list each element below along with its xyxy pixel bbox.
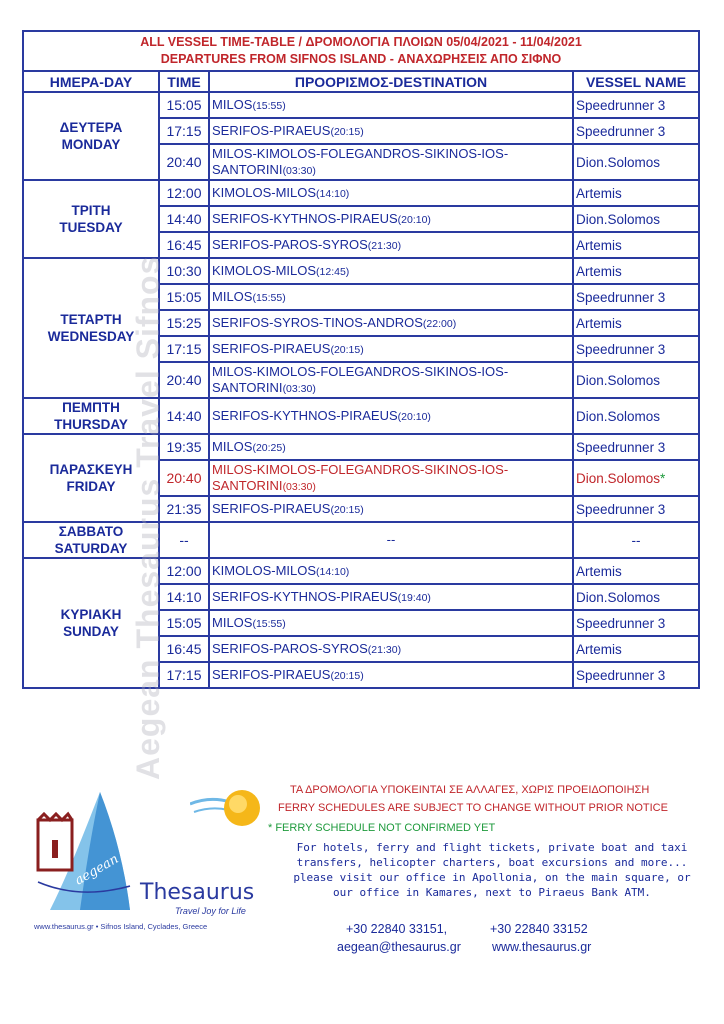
destination-route: MILOS	[212, 96, 253, 112]
departure-time: 14:10	[159, 584, 209, 610]
vessel-name: Dion.Solomos	[576, 470, 661, 486]
column-header-day: ΗΜΕΡΑ-DAY	[23, 71, 159, 92]
schedule-row	[23, 258, 699, 284]
arrival-time: (22:00)	[422, 317, 457, 330]
vessel-cell	[573, 636, 699, 662]
vessel-cell	[573, 460, 699, 496]
departure-time: 17:15	[159, 336, 209, 362]
schedule-row	[23, 434, 699, 460]
destination-route: MILOS-KIMOLOS-FOLEGANDROS-SIKINOS-IOS-SANTORINI	[212, 145, 509, 177]
departure-time: 15:05	[159, 610, 209, 636]
column-header-row	[23, 71, 699, 92]
schedule-row	[23, 180, 699, 206]
brand-tagline: Travel Joy for Life	[175, 906, 246, 916]
destination-route: KIMOLOS-MILOS	[212, 262, 317, 278]
arrival-time: (20:15)	[330, 343, 364, 356]
destination-cell	[209, 610, 573, 636]
departure-time: 21:35	[159, 496, 209, 522]
vessel-cell	[573, 336, 699, 362]
schedule-row	[23, 558, 699, 584]
destination-route: SERIFOS-PIRAEUS	[212, 340, 331, 356]
vessel-cell	[573, 310, 699, 336]
destination-cell	[209, 362, 573, 398]
phone-2[interactable]: +30 22840 33152	[490, 922, 588, 936]
unconfirmed-mark: *	[660, 470, 666, 486]
vessel-cell	[573, 522, 699, 558]
title-line-1: ALL VESSEL TIME-TABLE / ΔΡΟΜΟΛΟΓΙΑ ΠΛΟΙΩΝ 05/04/2021 - 11/04/2021	[140, 35, 582, 49]
vessel-cell	[573, 362, 699, 398]
destination-route: SERIFOS-PIRAEUS	[212, 666, 331, 682]
destination-cell	[209, 636, 573, 662]
vessel-cell	[573, 558, 699, 584]
destination-route: KIMOLOS-MILOS	[212, 562, 317, 578]
day-name-greek: ΠΑΡΑΣΚΕΥΗ	[49, 462, 133, 477]
vessel-cell	[573, 610, 699, 636]
departure-time: 20:40	[159, 460, 209, 496]
day-name-greek: ΚΥΡΙΑΚΗ	[60, 607, 122, 622]
destination-cell	[209, 496, 573, 522]
day-cell	[23, 522, 159, 558]
destination-cell	[209, 180, 573, 206]
day-name-greek: ΔΕΥΤΕΡΑ	[59, 120, 123, 135]
notice-unconfirmed: * FERRY SCHEDULE NOT CONFIRMED YET	[268, 822, 496, 834]
destination-route: --	[386, 531, 396, 547]
destination-route: SERIFOS-PIRAEUS	[212, 122, 331, 138]
day-name-english: MONDAY	[61, 137, 121, 152]
departure-time: 15:25	[159, 310, 209, 336]
arrival-time: (03:30)	[282, 382, 316, 395]
destination-cell	[209, 144, 573, 180]
vessel-name: Speedrunner 3	[576, 439, 666, 455]
destination-route: MILOS	[212, 614, 253, 630]
departure-time: 17:15	[159, 662, 209, 688]
phone-1[interactable]: +30 22840 33151,	[346, 922, 448, 936]
vessel-name: Speedrunner 3	[576, 97, 666, 113]
vessel-name: --	[631, 532, 641, 548]
destination-route: MILOS-KIMOLOS-FOLEGANDROS-SIKINOS-IOS-SANTORINI	[212, 363, 509, 395]
destination-cell	[209, 434, 573, 460]
destination-route: SERIFOS-PAROS-SYROS	[212, 236, 368, 252]
arrival-time: (14:10)	[316, 187, 350, 200]
destination-cell	[209, 336, 573, 362]
destination-cell	[209, 558, 573, 584]
day-cell	[23, 258, 159, 398]
arrival-time: (12:45)	[316, 265, 350, 278]
departure-time: 15:05	[159, 284, 209, 310]
destination-route: SERIFOS-KYTHNOS-PIRAEUS	[212, 407, 398, 423]
vessel-name: Speedrunner 3	[576, 123, 666, 139]
arrival-time: (21:30)	[367, 643, 402, 656]
vessel-cell	[573, 258, 699, 284]
departure-time: --	[159, 522, 209, 558]
destination-cell	[209, 258, 573, 284]
day-name-greek: ΤΡΙΤΗ	[71, 203, 111, 218]
arrival-time: (03:30)	[282, 164, 316, 177]
destination-cell	[209, 206, 573, 232]
arrival-time: (14:10)	[316, 565, 350, 578]
vessel-name: Dion.Solomos	[576, 372, 661, 388]
email-link[interactable]: aegean@thesaurus.gr	[337, 940, 461, 954]
destination-cell	[209, 398, 573, 434]
sun-icon	[190, 784, 270, 834]
departure-time: 19:35	[159, 434, 209, 460]
vessel-name: Speedrunner 3	[576, 341, 666, 357]
vessel-name: Dion.Solomos	[576, 154, 661, 170]
destination-cell	[209, 118, 573, 144]
vessel-cell	[573, 232, 699, 258]
departure-time: 16:45	[159, 636, 209, 662]
timetable	[22, 30, 700, 689]
departure-time: 12:00	[159, 558, 209, 584]
departure-time: 14:40	[159, 206, 209, 232]
day-cell	[23, 92, 159, 180]
column-header-time: TIME	[159, 71, 209, 92]
destination-route: MILOS	[212, 438, 253, 454]
day-name-greek: ΠΕΜΠΤΗ	[62, 400, 120, 415]
vessel-name: Speedrunner 3	[576, 289, 666, 305]
destination-route: SERIFOS-KYTHNOS-PIRAEUS	[212, 588, 398, 604]
vessel-cell	[573, 398, 699, 434]
departure-time: 12:00	[159, 180, 209, 206]
destination-cell	[209, 284, 573, 310]
vessel-name: Speedrunner 3	[576, 667, 666, 683]
timetable-title	[23, 31, 699, 71]
destination-cell	[209, 232, 573, 258]
vessel-name: Artemis	[576, 641, 622, 657]
arrival-time: (15:55)	[252, 99, 286, 112]
day-name-english: WEDNESDAY	[47, 329, 135, 344]
schedule-row	[23, 522, 699, 558]
vessel-cell	[573, 206, 699, 232]
destination-route: MILOS	[212, 288, 253, 304]
info-text: For hotels, ferry and flight tickets, private boat and taxi transfers, helicopter charters, boat excursions and more... please visit our office in Apollonia, on the main square, or our office in Kamares, next to Piraeus Bank ATM.	[293, 841, 691, 899]
day-name-english: TUESDAY	[59, 220, 123, 235]
title-line-2: DEPARTURES FROM SIFNOS ISLAND - ΑΝΑΧΩΡΗΣΕΙΣ ΑΠΟ ΣΙΦΝΟ	[160, 52, 562, 66]
departure-time: 10:30	[159, 258, 209, 284]
arrival-time: (20:25)	[252, 441, 286, 454]
day-cell	[23, 398, 159, 434]
destination-route: KIMOLOS-MILOS	[212, 184, 317, 200]
arrival-time: (20:15)	[330, 503, 364, 516]
arrival-time: (20:15)	[330, 125, 364, 138]
departure-time: 14:40	[159, 398, 209, 434]
departure-time: 20:40	[159, 362, 209, 398]
schedule-row	[23, 398, 699, 434]
vessel-cell	[573, 284, 699, 310]
column-header-vessel: VESSEL NAME	[573, 71, 699, 92]
logo-site-text: www.thesaurus.gr • Sifnos Island, Cyclades, Greece	[34, 922, 208, 931]
vessel-name: Dion.Solomos	[576, 408, 661, 424]
day-name-greek: ΤΕΤΑΡΤΗ	[60, 312, 122, 327]
arrival-time: (20:15)	[330, 669, 364, 682]
destination-route: MILOS-KIMOLOS-FOLEGANDROS-SIKINOS-IOS-SANTORINI	[212, 461, 509, 493]
day-name-english: THURSDAY	[54, 417, 128, 432]
vessel-cell	[573, 662, 699, 688]
vessel-cell	[573, 118, 699, 144]
vessel-name: Dion.Solomos	[576, 211, 661, 227]
departure-time: 20:40	[159, 144, 209, 180]
website-link[interactable]: www.thesaurus.gr	[492, 940, 592, 954]
vessel-name: Speedrunner 3	[576, 501, 666, 517]
day-cell	[23, 434, 159, 522]
arrival-time: (03:30)	[282, 480, 316, 493]
vessel-name: Dion.Solomos	[576, 589, 661, 605]
vessel-cell	[573, 144, 699, 180]
vessel-name: Artemis	[576, 185, 622, 201]
destination-route: SERIFOS-KYTHNOS-PIRAEUS	[212, 210, 398, 226]
vessel-cell	[573, 584, 699, 610]
schedule-row	[23, 92, 699, 118]
vessel-name: Artemis	[576, 237, 622, 253]
destination-route: SERIFOS-SYROS-TINOS-ANDROS	[212, 314, 423, 330]
vessel-cell	[573, 92, 699, 118]
day-name-english: SATURDAY	[54, 541, 128, 556]
vessel-name: Artemis	[576, 263, 622, 279]
destination-cell	[209, 460, 573, 496]
aegean-sail-logo	[30, 790, 135, 920]
notice-english: FERRY SCHEDULES ARE SUBJECT TO CHANGE WITHOUT PRIOR NOTICE	[278, 802, 668, 814]
destination-route: SERIFOS-PAROS-SYROS	[212, 640, 368, 656]
departure-time: 17:15	[159, 118, 209, 144]
vessel-cell	[573, 496, 699, 522]
destination-cell	[209, 92, 573, 118]
destination-cell	[209, 662, 573, 688]
destination-cell	[209, 522, 573, 558]
vessel-name: Speedrunner 3	[576, 615, 666, 631]
departure-time: 15:05	[159, 92, 209, 118]
day-cell	[23, 180, 159, 258]
arrival-time: (19:40)	[397, 591, 431, 604]
vessel-name: Artemis	[576, 315, 622, 331]
day-name-english: FRIDAY	[66, 479, 116, 494]
arrival-time: (20:10)	[397, 410, 431, 423]
arrival-time: (20:10)	[397, 213, 431, 226]
notice-greek: ΤΑ ΔΡΟΜΟΛΟΓΙΑ ΥΠΟΚΕΙΝΤΑΙ ΣΕ ΑΛΛΑΓΕΣ, ΧΩΡΙΣ ΠΡΟΕΙΔΟΠΟΙΗΣΗ	[290, 784, 650, 796]
vessel-cell	[573, 434, 699, 460]
column-header-destination: ΠΡΟΟΡΙΣΜΟΣ-DESTINATION	[209, 71, 573, 92]
destination-cell	[209, 310, 573, 336]
day-name-english: SUNDAY	[63, 624, 119, 639]
brand-name: Thesaurus	[140, 880, 255, 905]
vessel-cell	[573, 180, 699, 206]
day-cell	[23, 558, 159, 688]
departure-time: 16:45	[159, 232, 209, 258]
watermark: Aegean Thesaurus Travel Sifnos	[130, 255, 166, 780]
destination-route: SERIFOS-PIRAEUS	[212, 500, 331, 516]
arrival-time: (15:55)	[252, 617, 286, 630]
logo-script-text: aegean	[72, 851, 122, 889]
arrival-time: (21:30)	[367, 239, 402, 252]
timetable-sheet	[22, 30, 698, 689]
vessel-name: Artemis	[576, 563, 622, 579]
destination-cell	[209, 584, 573, 610]
day-name-greek: ΣΑΒΒΑΤΟ	[58, 524, 124, 539]
arrival-time: (15:55)	[252, 291, 286, 304]
